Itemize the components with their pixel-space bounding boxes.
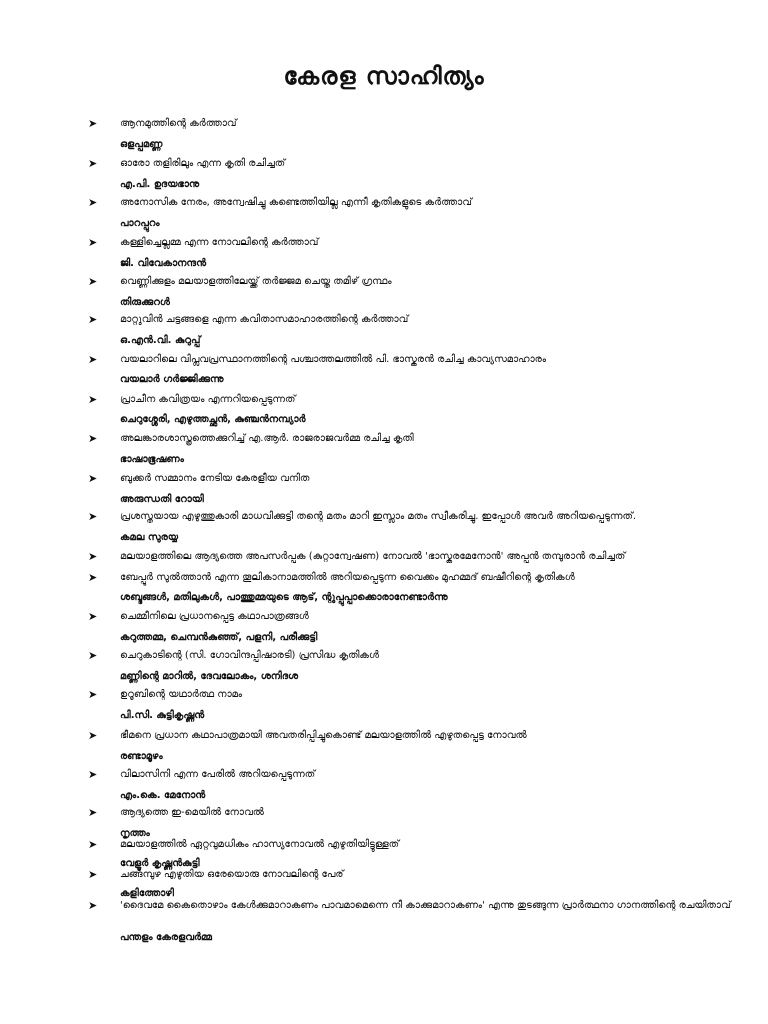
answer-text: മണ്ണിന്റെ മാറിൽ, ദേവലോകം, ശനിദശ [120, 671, 299, 682]
answer-text: പന്തളം കേരളവർമ്മ [120, 932, 212, 943]
question-text: വയലാറിലെ വിപ്ലവപ്രസ്ഥാനത്തിന്റെ പശ്ചാത്തലത്തിൽ പി. ഭാസ്കരൻ രചിച്ച കാവ്യസമാഹാരം [120, 354, 547, 365]
answer-text: കമല സുരയ്യ [120, 532, 179, 543]
question-item [88, 610, 740, 623]
question-text: അനോസിക നേരം, അന്വേഷിച്ചു കണ്ടെത്തിയില്ല എന്നീ കൃതികളുടെ കർത്താവ് [120, 197, 472, 208]
answer-text: കറുത്തമ്മ, ചെമ്പൻകുഞ്ഞ്, പളനി, പരീക്കുട്ടി [120, 632, 318, 643]
question-item [88, 236, 740, 249]
question-item [88, 510, 740, 523]
bullet-arrow-icon: ➤ [88, 510, 98, 523]
answer-text: തിരുക്കുറൾ [120, 297, 170, 308]
bullet-arrow-icon: ➤ [88, 117, 98, 130]
answer-text: വയലാർ ഗർജ്ജിക്കുന്നു [120, 374, 224, 385]
question-text: ഓരോ തളിരിലും എന്ന കൃതി രചിച്ചത് [120, 158, 286, 169]
answer-text: പി.സി. കുട്ടികൃഷ്ണൻ [120, 710, 205, 721]
answer-text: ഭാഷാഭൂഷണം [120, 454, 184, 465]
question-item [88, 353, 740, 366]
question-text: വിലാസിനി എന്ന പേരിൽ അറിയപ്പെടുന്നത് [120, 769, 316, 780]
question-item [88, 806, 740, 819]
question-item [88, 768, 740, 781]
bullet-arrow-icon: ➤ [88, 768, 98, 781]
bullet-arrow-icon: ➤ [88, 432, 98, 445]
question-item [88, 313, 740, 326]
question-item [88, 571, 740, 584]
answer-text: ഒ.എൻ.വി. കുറുപ്പ് [120, 335, 201, 346]
bullet-arrow-icon: ➤ [88, 472, 98, 485]
question-item [88, 649, 740, 662]
question-item [88, 432, 740, 445]
question-item [88, 688, 740, 701]
bullet-arrow-icon: ➤ [88, 157, 98, 170]
bullet-arrow-icon: ➤ [88, 868, 98, 881]
question-item [88, 868, 740, 881]
answer-text: ഒളപ്പമണ്ണ [120, 139, 163, 150]
bullet-arrow-icon: ➤ [88, 196, 98, 209]
question-item [88, 393, 740, 406]
answer-text: നൃത്തം [120, 828, 150, 839]
question-text: കള്ളിച്ചെല്ലമ്മ എന്ന നോവലിന്റെ കർത്താവ് [120, 237, 319, 248]
bullet-arrow-icon: ➤ [88, 275, 98, 288]
question-item [88, 729, 740, 742]
bullet-arrow-icon: ➤ [88, 236, 98, 249]
question-text: മലയാളത്തിൽ ഏറ്റവുമധികം ഹാസ്യനോവൽ എഴുതിയിട്ടുള്ളത് [120, 839, 400, 850]
question-text: പ്രശസ്തയായ എഴുത്തുകാരി മാധവിക്കുട്ടി തന്റെ മതം മാറി ഇസ്ലാം മതം സ്വീകരിച്ചു. ഇപ്പോൾ അവർ അറിയപ്പെടുന്നത്. [120, 511, 637, 522]
answer-text: ജി. വിവേകാനന്ദൻ [120, 258, 207, 269]
question-text: ബുക്കർ സമ്മാനം നേടിയ കേരളീയ വനിത [120, 473, 310, 484]
question-item [88, 899, 740, 912]
page-title: കേരള സാഹിത്യം [283, 62, 485, 90]
bullet-arrow-icon: ➤ [88, 838, 98, 851]
question-text: 'ദൈവമേ കൈതൊഴാം കേൾക്കുമാറാകണം പാവമാമെന്നെ നീ കാക്കുമാറാകണം' എന്നു തുടങ്ങുന്ന പ്രാർത്ഥനാ ഗാനത്തിന്റെ രചയിതാവ് [120, 900, 731, 911]
question-item [88, 472, 740, 485]
bullet-arrow-icon: ➤ [88, 806, 98, 819]
answer-text: എ.പി. ഉദയഭാനു [120, 179, 200, 190]
question-item [88, 838, 740, 851]
bullet-arrow-icon: ➤ [88, 393, 98, 406]
answer-text: രണ്ടാമൂഴം [120, 751, 163, 762]
question-item [88, 157, 740, 170]
question-text: ആദ്യത്തെ ഇ-മെയിൽ നോവൽ [120, 807, 264, 818]
answer-text: വേളൂർ കൃഷ്ണൻകുട്ടി [120, 858, 200, 869]
answer-text: പാറപ്പുറം [120, 218, 160, 229]
question-text: മാറ്റുവിൻ ചട്ടങ്ങളെ എന്ന കവിതാസമാഹാരത്തിന്റെ കർത്താവ് [120, 314, 409, 325]
question-text: മലയാളത്തിലെ ആദ്യത്തെ അപസർപ്പക (കുറ്റാന്വേഷണ) നോവൽ 'ഭാസ്കരമേനോൻ' അപ്പൻ തമ്പുരാൻ രചിച്ചത് [120, 551, 626, 562]
question-item [88, 550, 740, 563]
bullet-arrow-icon: ➤ [88, 729, 98, 742]
bullet-arrow-icon: ➤ [88, 353, 98, 366]
question-text: വെണ്ണിക്കുളം മലയാളത്തിലേയ്ക്ക് തർജ്ജമ ചെയ്ത തമിഴ് ഗ്രന്ഥം [120, 276, 392, 287]
question-text: ഭീമനെ പ്രധാന കഥാപാത്രമായി അവതരിപ്പിച്ചുകൊണ്ട് മലയാളത്തിൽ എഴുതപ്പെട്ട നോവൽ [120, 730, 527, 741]
question-item [88, 275, 740, 288]
question-text: ബേപ്പൂർ സുൽത്താൻ എന്ന തൂലികാനാമത്തിൽ അറിയപ്പെടുന്ന വൈക്കം മുഹമ്മദ് ബഷീറിന്റെ കൃതികൾ [120, 572, 575, 583]
question-item [88, 117, 740, 130]
question-text: അലങ്കാരശാസ്ത്രത്തെക്കുറിച്ച് എ.ആർ. രാജരാജവർമ്മ രചിച്ച കൃതി [120, 433, 414, 444]
answer-text: എം.കെ. മേനോൻ [120, 790, 206, 801]
answer-text: ശബ്ദങ്ങൾ, മതിലുകൾ, പാത്തുമ്മയുടെ ആട്, ന്റുപ്പുപ്പാക്കൊരാനേണ്ടാർന്നു [120, 592, 448, 603]
bullet-arrow-icon: ➤ [88, 688, 98, 701]
bullet-arrow-icon: ➤ [88, 571, 98, 584]
bullet-arrow-icon: ➤ [88, 313, 98, 326]
question-text: ചങ്ങമ്പുഴ എഴുതിയ ഒരേയൊരു നോവലിന്റെ പേര് [120, 869, 344, 880]
answer-text: കളിത്തോഴി [120, 888, 174, 899]
question-text: പ്രാചീന കവിത്രയം എന്നറിയപ്പെടുന്നത് [120, 394, 296, 405]
question-text: ചെമ്മീനിലെ പ്രധാനപ്പെട്ട കഥാപാത്രങ്ങൾ [120, 611, 309, 622]
question-text: ആനമുത്തിന്റെ കർത്താവ് [120, 118, 237, 129]
answer-text: അരുന്ധതി റോയി [120, 494, 204, 505]
question-text: ചെറുകാടിന്റെ (സി. ഗോവിന്ദപ്പിഷാരടി) പ്രസിദ്ധ കൃതികൾ [120, 650, 379, 661]
bullet-arrow-icon: ➤ [88, 899, 98, 912]
question-item [88, 196, 740, 209]
bullet-arrow-icon: ➤ [88, 649, 98, 662]
question-text: ഉറൂബിന്റെ യഥാർത്ഥ നാമം [120, 689, 243, 700]
bullet-arrow-icon: ➤ [88, 610, 98, 623]
bullet-arrow-icon: ➤ [88, 550, 98, 563]
answer-text: ചെറുശ്ശേരി, എഴുത്തച്ഛൻ, കുഞ്ചൻനമ്പ്യാർ [120, 414, 306, 425]
